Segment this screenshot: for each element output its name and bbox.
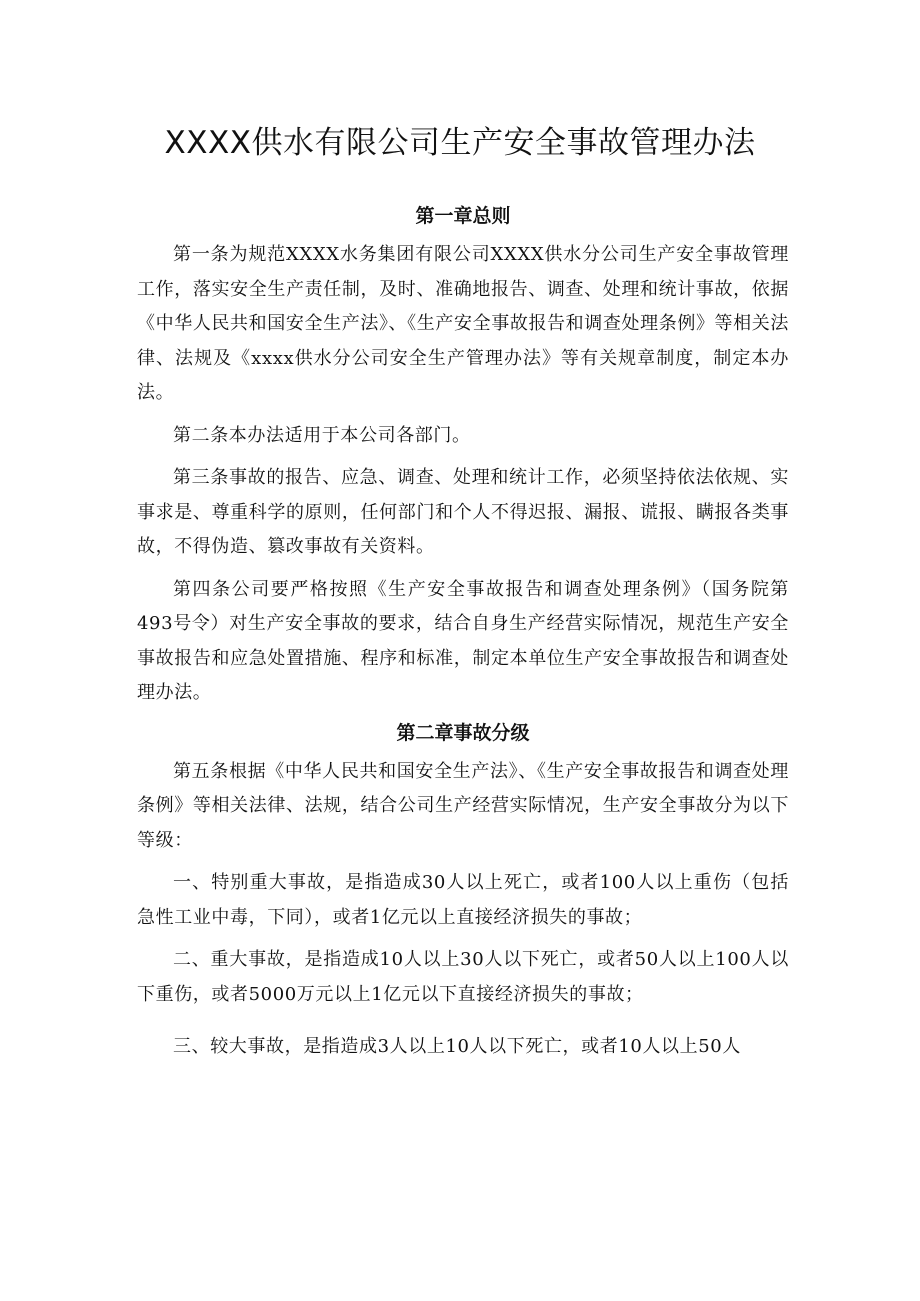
grade-1-paragraph: 一、特别重大事故，是指造成30人以上死亡，或者100人以上重伤（包括急性工业中毒，下同），或者1亿元以上直接经济损失的事故； bbox=[137, 872, 789, 928]
chapter-heading-2: 第二章事故分级 bbox=[396, 721, 530, 744]
article-4-paragraph: 第四条公司要严格按照《生产安全事故报告和调查处理条例》（国务院第493号令）对生产安全事故的要求，结合自身生产经营实际情况，规范生产安全事故报告和应急处置措施、程序和标准，制定本单位生产安全事故报告和调查处理办法。 bbox=[137, 578, 789, 703]
chapter-heading-1: 第一章总则 bbox=[415, 205, 511, 227]
article-5-paragraph: 第五条根据《中华人民共和国安全生产法》、《生产安全事故报告和调查处理条例》等相关法律、法规，结合公司生产经营实际情况，生产安全事故分为以下等级： bbox=[137, 760, 789, 851]
article-2-paragraph: 第二条本办法适用于本公司各部门。 bbox=[173, 424, 471, 446]
article-1-paragraph: 第一条为规范XXXX水务集团有限公司XXXX供水分公司生产安全事故管理工作，落实安全生产责任制，及时、准确地报告、调查、处理和统计事故，依据《中华人民共和国安全生产法》、《生产安全事故报告和调查处理条例》等相关法律、法规及《xxxx供水分公司安全生产管理办法》等有关规章制度，制定本办法。 bbox=[137, 244, 789, 403]
document-title: XXXX供水有限公司生产安全事故管理办法 bbox=[164, 125, 756, 161]
grade-2-paragraph: 二、重大事故，是指造成10人以上30人以下死亡，或者50人以上100人以下重伤，或者5000万元以上1亿元以下直接经济损失的事故； bbox=[137, 949, 789, 1005]
grade-3-paragraph: 三、较大事故，是指造成3人以上10人以下死亡，或者10人以上50人 bbox=[173, 1036, 741, 1057]
document-body bbox=[137, 194, 789, 1065]
article-3-paragraph: 第三条事故的报告、应急、调查、处理和统计工作，必须坚持依法依规、实事求是、尊重科学的原则，任何部门和个人不得迟报、漏报、谎报、瞒报各类事故，不得伪造、篡改事故有关资料。 bbox=[137, 467, 789, 557]
